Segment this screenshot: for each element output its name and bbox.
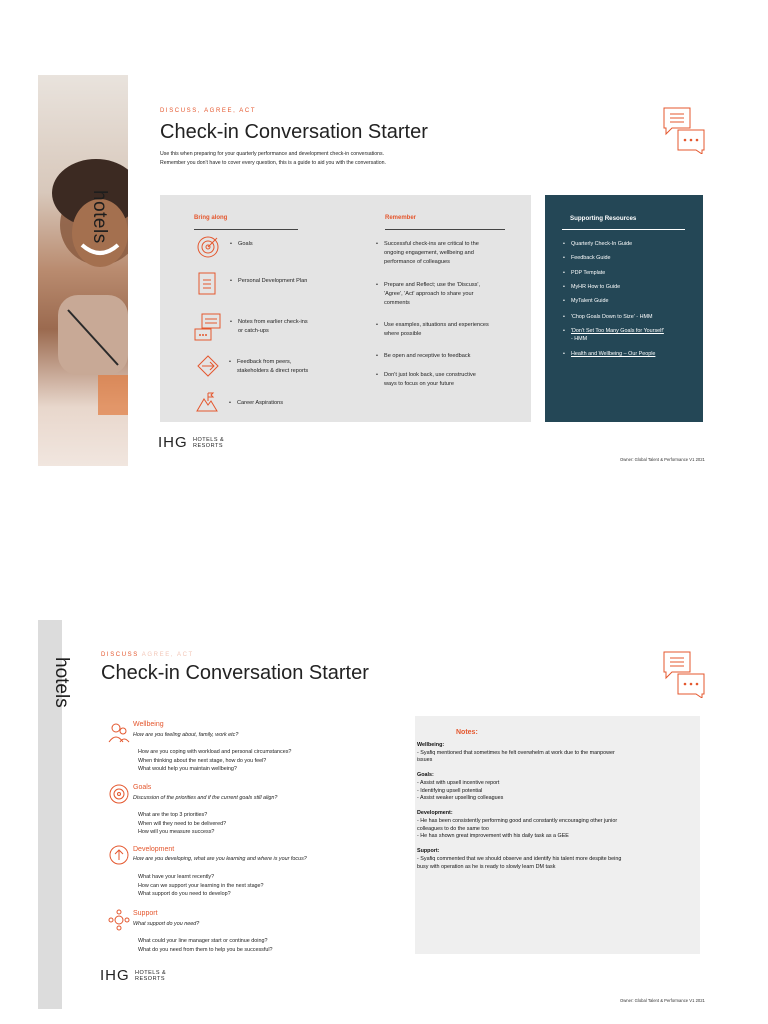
section-subtitle: What support do you need? <box>133 921 200 927</box>
target-icon <box>197 235 219 259</box>
question: What have your learnt recently? <box>138 874 215 880</box>
question: What are the top 3 priorities? <box>138 812 208 818</box>
section-title-goals: Goals <box>133 784 152 791</box>
note-line: - Assist with upsell incentive report <box>417 779 500 786</box>
growth-icon <box>108 844 130 866</box>
bring-item: • Personal Development Plan <box>238 277 307 286</box>
section-subtitle: How are you developing, what are you learning and where is your focus? <box>133 856 307 862</box>
note-line: Goals: <box>417 772 434 779</box>
notes-body[interactable] <box>417 742 697 871</box>
remember-item: • Prepare and Reflect; use the 'Discuss', <box>384 281 480 290</box>
page-kicker <box>101 652 194 658</box>
chat-bubbles-icon <box>662 650 706 698</box>
note-line: busy with operation as he is ready to slowly learn DM task <box>417 863 556 870</box>
section-title-wellbeing: Wellbeing <box>133 721 164 728</box>
note-line: - Assist weaker upselling colleagues <box>417 795 504 802</box>
ihg-logo-subtitle <box>193 437 224 449</box>
resource-link[interactable]: • Feedback Guide <box>571 254 611 262</box>
divider <box>194 229 298 230</box>
logo-line: RESORTS <box>135 976 165 982</box>
logo-line: HOTELS & <box>193 437 225 443</box>
note-line: issues <box>417 757 433 764</box>
kicker-discuss: DISCUSS <box>101 652 139 658</box>
question: How can we support your learning in the next stage? <box>138 883 264 889</box>
resource-link[interactable]: • 'Don't Set Too Many Goals for Yourself' <box>571 327 664 335</box>
remember-item: • Be open and receptive to feedback <box>384 352 470 361</box>
question: When will they need to be delivered? <box>138 821 227 827</box>
remember-item-continued: where possible <box>384 331 422 337</box>
divider <box>562 229 685 230</box>
page-title: Check-in Conversation Starter <box>160 121 428 143</box>
question: When thinking about the next stage, how do you feel? <box>138 758 267 764</box>
remember-item-continued: comments <box>384 300 410 306</box>
question: What would help you maintain wellbeing? <box>138 766 237 772</box>
bring-item-continued: stakeholders & direct reports <box>237 368 309 374</box>
bring-item: • Notes from earlier check-ins <box>238 318 308 327</box>
remember-item-continued: performance of colleagues <box>384 259 450 265</box>
side-brand-word: hotels <box>89 190 110 244</box>
remember-heading: Remember <box>385 215 417 221</box>
mountain-flag-icon <box>196 389 218 413</box>
bring-item: • Career Aspirations <box>237 399 283 408</box>
document-icon <box>198 272 218 296</box>
remember-item-continued: ways to focus on your future <box>384 381 454 387</box>
section-title-development: Development <box>133 846 175 853</box>
remember-item: • Don't just look back, use constructive <box>384 371 476 380</box>
intro-text <box>160 150 540 168</box>
remember-item-continued: ongoing engagement, wellbeing and <box>384 250 474 256</box>
resource-link[interactable]: • Health and Wellbeing – Our People <box>571 350 655 358</box>
ihg-logo: IHG <box>158 434 188 451</box>
question: What could your line manager start or continue doing? <box>138 938 268 944</box>
note-line: - He has been consistently performing good and constantly encouraging other junior <box>417 817 618 824</box>
note-spacer <box>417 841 697 849</box>
chat-bubbles-icon <box>662 106 706 154</box>
resource-link[interactable]: • 'Chop Goals Down to Size' - HMM <box>571 313 652 321</box>
feedback-arrows-icon <box>196 354 220 378</box>
intro-line: Use this when preparing for your quarterly performance and development check-in conversations. <box>160 151 385 157</box>
page-title: Check-in Conversation Starter <box>101 662 369 684</box>
logo-line: HOTELS & <box>135 970 167 976</box>
note-line: - Identifying upsell potential <box>417 787 483 794</box>
note-line: - He has shown great improvement with his daily task as a GEE <box>417 833 569 840</box>
bring-along-heading: Bring along <box>194 215 228 221</box>
bring-item: • Feedback from peers, <box>237 358 291 367</box>
logo-line: RESORTS <box>193 443 223 449</box>
question: What support do you need to develop? <box>138 891 231 897</box>
side-brand-word: hotels <box>51 657 72 708</box>
note-spacer <box>417 803 697 811</box>
resource-link[interactable]: • MyHR How to Guide <box>571 283 620 291</box>
bring-item-continued: or catch-ups <box>238 328 269 334</box>
kicker-rest: AGREE, ACT <box>138 652 194 658</box>
resources-heading: Supporting Resources <box>570 215 637 222</box>
ihg-logo: IHG <box>100 967 130 984</box>
resource-link[interactable]: • PDP Template <box>571 269 605 277</box>
note-line: Support: <box>417 848 440 855</box>
note-line: - Syafiq mentioned that sometimes he felt overwhelm at work due to the manpower <box>417 749 615 756</box>
question: What do you need from them to help you be successful? <box>138 947 273 953</box>
ihg-logo-subtitle <box>135 970 166 982</box>
resource-link[interactable]: • MyTalent Guide <box>571 297 608 305</box>
notes-heading: Notes: <box>456 729 478 736</box>
notes-icon <box>194 313 222 341</box>
bring-item: • Goals <box>238 240 253 249</box>
owner-note: Owner: Global Talent & Performance V1 2021 <box>620 457 705 462</box>
question: How will you measure success? <box>138 829 215 835</box>
question: How are you coping with workload and personal circumstances? <box>138 749 292 755</box>
note-line: Development: <box>417 810 453 817</box>
section-subtitle: Discussion of the priorities and if the current goals still align? <box>133 795 278 801</box>
note-line: colleagues to do the same too <box>417 825 489 832</box>
section-title-support: Support <box>133 910 158 917</box>
support-network-icon <box>108 909 130 931</box>
remember-item: • Use examples, situations and experiences <box>384 321 489 330</box>
note-line: - Syafiq commented that we should observe and identify his talent more despite being <box>417 855 622 862</box>
note-line: Wellbeing: <box>417 742 445 748</box>
page-kicker: DISCUSS, AGREE, ACT <box>160 108 257 114</box>
divider <box>385 229 505 230</box>
intro-line: Remember you don't have to cover every question, this is a guide to aid you with the conversation. <box>160 160 386 166</box>
photo-illustration <box>38 75 128 466</box>
section-subtitle: How are you feeling about, family, work etc? <box>133 732 239 738</box>
hero-photo <box>38 75 128 466</box>
note-spacer <box>417 765 697 773</box>
resource-link[interactable]: • Quarterly Check-In Guide <box>571 240 632 248</box>
target-icon <box>108 783 130 805</box>
remember-item: • Successful check-ins are critical to the <box>384 240 479 249</box>
people-icon <box>108 722 130 744</box>
resource-link-continued[interactable]: - HMM <box>571 336 588 342</box>
remember-item-continued: 'Agree', 'Act' approach to share your <box>384 291 474 297</box>
owner-note: Owner: Global Talent & Performance V1 2021 <box>620 998 705 1003</box>
